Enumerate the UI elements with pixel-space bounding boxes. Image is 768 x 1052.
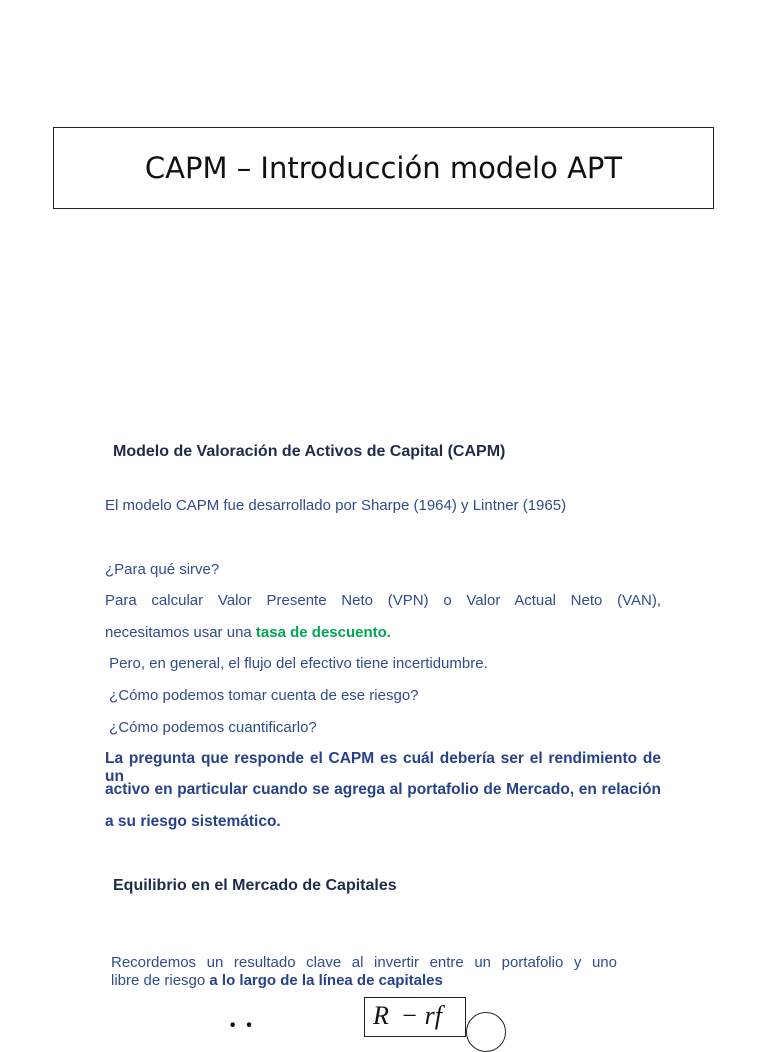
paragraph-line-1: Para calcular Valor Presente Neto (VPN) o Valor Actual Neto (VAN), <box>105 592 661 609</box>
intro-text: El modelo CAPM fue desarrollado por Sharpe (1964) y Lintner (1965) <box>105 497 567 514</box>
risk-question: ¿Cómo podemos tomar cuenta de ese riesgo? <box>105 687 419 704</box>
recall-line-2 <box>111 972 617 989</box>
section-heading-equilibrium: Equilibrio en el Mercado de Capitales <box>113 877 397 894</box>
recall-line-2-text: libre de riesgo <box>111 972 210 989</box>
paragraph-line-2-text: necesitamos usar una <box>105 624 256 641</box>
capm-question-line-3: a su riesgo sistemático. <box>105 813 281 830</box>
capm-question-line-2: activo en particular cuando se agrega al portafolio de Mercado, en relación <box>105 781 661 798</box>
formula-circle <box>466 1012 506 1052</box>
quantify-question: ¿Cómo podemos cuantificarlo? <box>105 719 317 736</box>
uncertainty-text: Pero, en general, el flujo del efectivo tiene incertidumbre. <box>105 655 488 672</box>
capital-line-bold: a lo largo de la línea de capitales <box>209 972 443 989</box>
paragraph-line-2 <box>105 624 661 641</box>
discount-rate-highlight: tasa de descuento. <box>255 624 391 641</box>
title-box <box>53 127 714 209</box>
capm-question-line-1: La pregunta que responde el CAPM es cuál debería ser el rendimiento de un <box>105 750 661 785</box>
section-heading-capm: Modelo de Valoración de Activos de Capital (CAPM) <box>113 443 506 460</box>
page-title: CAPM – Introducción modelo APT <box>144 151 623 185</box>
formula-left-term: · · <box>228 1010 254 1041</box>
formula-box: R − rf <box>364 997 466 1037</box>
recall-line-1: Recordemos un resultado clave al invertir entre un portafolio y uno <box>111 954 617 971</box>
question-text: ¿Para qué sirve? <box>105 561 220 578</box>
